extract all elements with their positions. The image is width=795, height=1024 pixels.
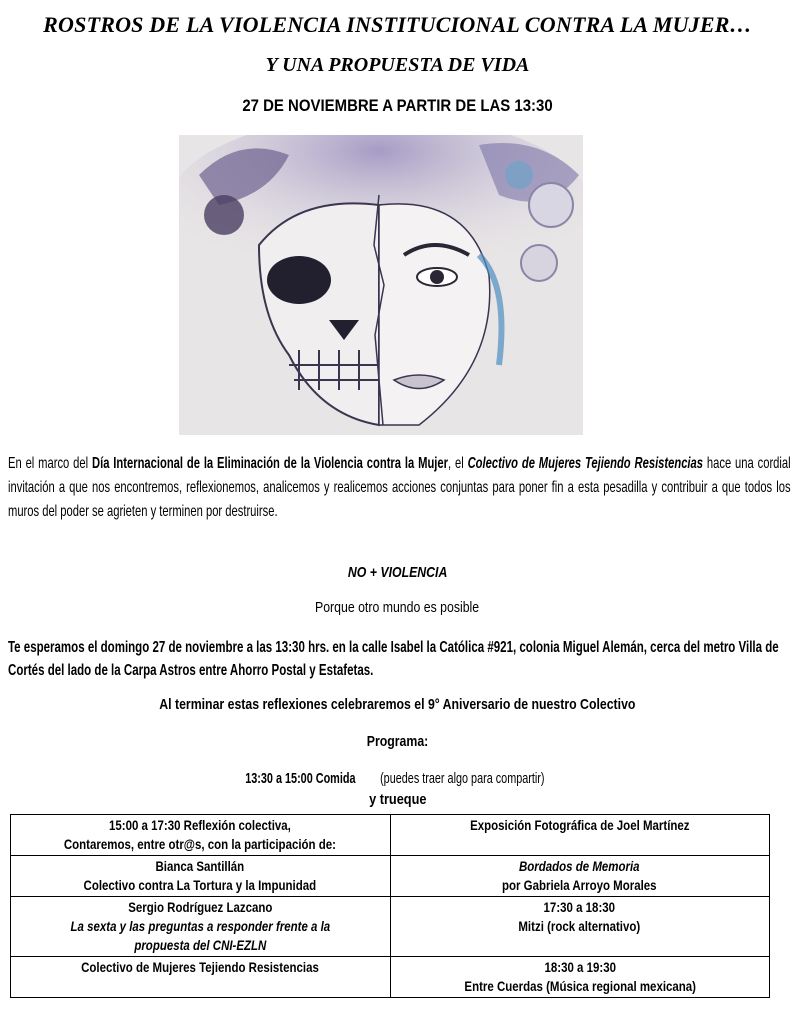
table-cell: [390, 856, 770, 897]
collective-name: Colectivo de Mujeres Tejiendo Resistencias: [467, 455, 704, 472]
table-cell: [11, 856, 391, 897]
program-heading-text: Programa:: [366, 733, 429, 750]
skull-woman-illustration: [179, 135, 583, 435]
slogan: [0, 564, 795, 581]
program-table: [10, 814, 770, 998]
table-cell: [390, 815, 770, 856]
table-cell: [11, 815, 391, 856]
cell-text: por Gabriela Arroyo Morales: [502, 877, 658, 893]
observance-name: Día Internacional de la Eliminación de la Violencia contra la Mujer: [91, 455, 448, 472]
invitation-paragraph: Te esperamos el domingo 27 de noviembre a las 13:30 hrs. en la calle Isabel la Católica #921, colonia Miguel Alemán, cerca del metro Villa de Cortés del lado de la Carpa Astros entre Ahorro Postal y Estafetas.: [8, 639, 779, 679]
cell-text: Mitzi (rock alternativo): [518, 918, 641, 934]
intro-text-1: En el marco del: [8, 455, 92, 472]
cell-text: Colectivo contra La Tortura y la Impunidad: [83, 877, 317, 893]
table-row: [11, 957, 770, 998]
intro-text-3: hace una cordial invitación a que nos encontremos, reflexionemos, analicemos y realicemos acciones conjuntas para poner fin a esta pesadilla y contribuir a que todos los muros del poder se agrieten y terminen por destruirse.: [8, 455, 791, 520]
intro-paragraph: [8, 452, 791, 524]
anniversary-text: Al terminar estas reflexiones celebraremos el 9° Aniversario de nuestro Colectivo: [159, 696, 636, 713]
table-row: [11, 856, 770, 897]
meal-note: (puedes traer algo para compartir): [380, 770, 545, 787]
motto-text: Porque otro mundo es posible: [315, 599, 480, 616]
intro-text-2: , el: [447, 455, 468, 472]
cell-text: Bordados de Memoria: [519, 858, 641, 874]
cell-text: Entre Cuerdas (Música regional mexicana): [463, 978, 696, 994]
cell-text: Bianca Santillán: [155, 858, 245, 874]
table-cell: [390, 897, 770, 957]
cell-text: 15:00 a 17:30 Reflexión colectiva,: [109, 817, 292, 833]
slogan-text: NO + VIOLENCIA: [347, 564, 448, 581]
cell-text: Colectivo de Mujeres Tejiendo Resistencias: [81, 959, 320, 975]
cell-text: 17:30 a 18:30: [544, 899, 616, 915]
event-date: 27 DE NOVIEMBRE A PARTIR DE LAS 13:30: [242, 96, 553, 115]
table-cell: [11, 897, 391, 957]
cell-text: 18:30 a 19:30: [544, 959, 616, 975]
cell-text: Sergio Rodríguez Lazcano: [128, 899, 273, 915]
table-cell: [390, 957, 770, 998]
cell-text: Exposición Fotográfica de Joel Martínez: [470, 817, 690, 833]
table-cell: [11, 957, 391, 998]
anniversary-line: [0, 696, 795, 713]
motto: [0, 599, 795, 616]
cell-text: Contaremos, entre otr@s, con la participación de:: [64, 836, 337, 852]
program-heading: [0, 733, 795, 750]
trueque-line: y trueque: [368, 791, 427, 808]
page-subtitle: Y UNA PROPUESTA DE VIDA: [265, 54, 530, 76]
cell-text: propuesta del CNI-EZLN: [134, 937, 267, 953]
table-row: [11, 897, 770, 957]
page-title: ROSTROS DE LA VIOLENCIA INSTITUCIONAL CONTRA LA MUJER…: [43, 12, 752, 37]
meal-schedule: [0, 768, 795, 810]
cell-text: La sexta y las preguntas a responder frente a la: [70, 918, 331, 934]
meal-time: 13:30 a 15:00 Comida: [245, 770, 356, 787]
table-row: [11, 815, 770, 856]
